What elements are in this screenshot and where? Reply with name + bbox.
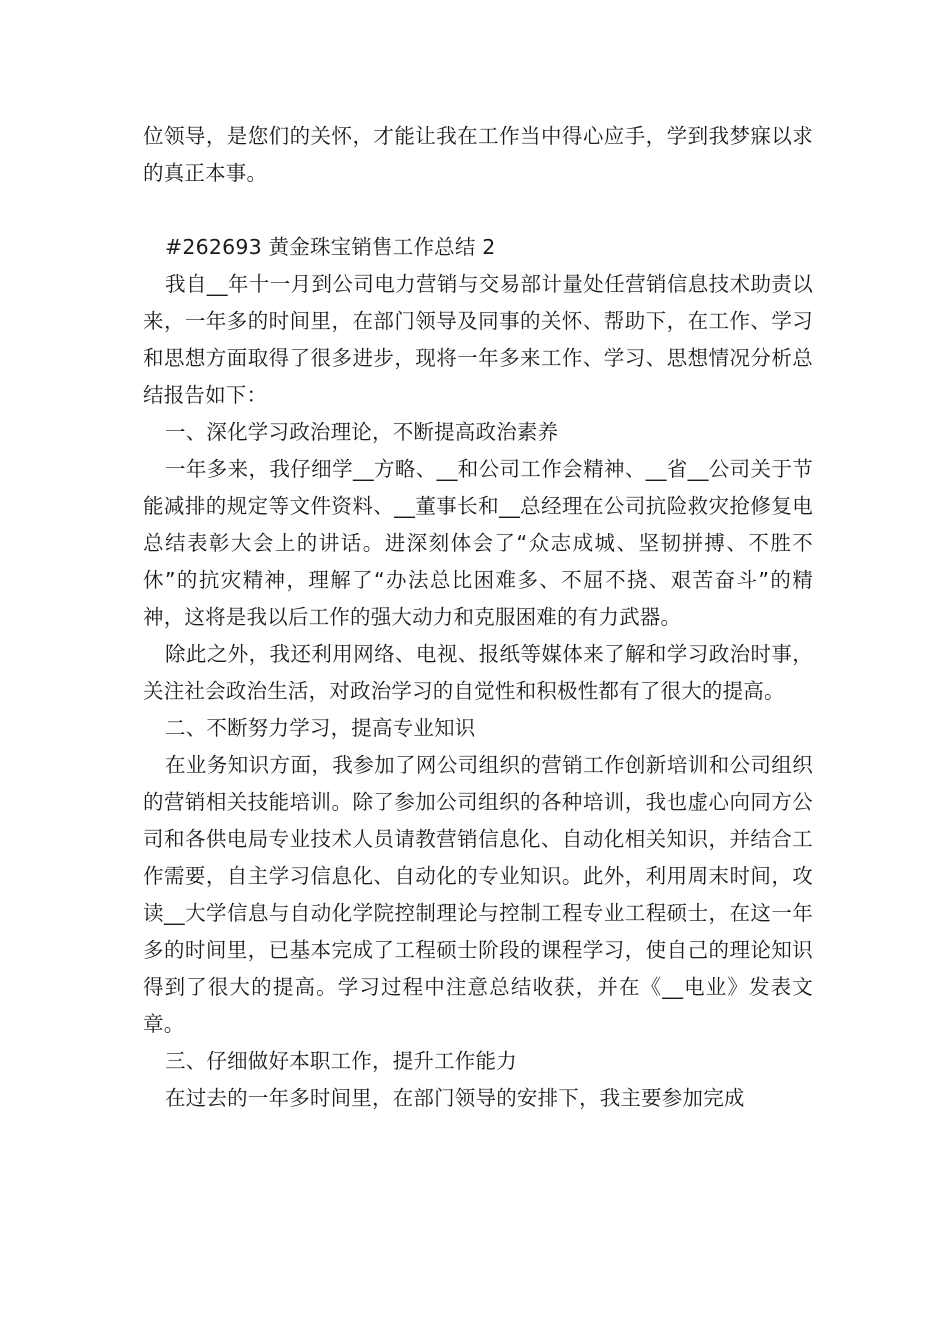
paragraph-professional-study: 在业务知识方面，我参加了网公司组织的营销工作创新培训和公司组织的营销相关技能培训。除了参加公司组织的各种培训，我也虚心向同方公司和各供电局专业技术人员请教营销信息化、自动化相关知识，并结合工作需要，自主学习信息化、自动化的专业知识。此外，利用周末时间，攻读__大学信息与自动化学院控制理论与控制工程专业工程硕士，在这一年多的时间里，已基本完成了工程硕士阶段的课程学习，使自己的理论知识得到了很大的提高。学习过程中注意总结收获，并在《__电业》发表文章。	[143, 753, 813, 1036]
document-body	[143, 118, 813, 1117]
paragraph-political-study: 一年多来，我仔细学__方略、__和公司工作会精神、__省__公司关于节能减排的规定等文件资料、__董事长和__总经理在公司抗险救灾抢修复电总结表彰大会上的讲话。进深刻体会了“众志成城、坚韧拼搏、不胜不休”的抗灾精神，理解了“办法总比困难多、不屈不挠、艰苦奋斗”的精神，这将是我以后工作的强大动力和克服困难的有力武器。	[143, 457, 813, 629]
paragraph-intro-summary: 我自__年十一月到公司电力营销与交易部计量处任营销信息技术助责以来，一年多的时间里，在部门领导及同事的关怀、帮助下，在工作、学习和思想方面取得了很多进步，现将一年多来工作、学习、思想情况分析总结报告如下：	[143, 272, 813, 407]
section-heading-1: 一、深化学习政治理论，不断提高政治素养	[165, 420, 559, 444]
document-title: #262693 黄金珠宝销售工作总结 2	[165, 235, 496, 259]
paragraph-media-study: 除此之外，我还利用网络、电视、报纸等媒体来了解和学习政治时事，关注社会政治生活，对政治学习的自觉性和积极性都有了很大的提高。	[143, 642, 813, 703]
section-heading-3: 三、仔细做好本职工作，提升工作能力	[165, 1049, 517, 1073]
intro-paragraph: 位领导，是您们的关怀，才能让我在工作当中得心应手，学到我梦寐以求的真正本事。	[143, 124, 813, 185]
section-heading-2: 二、不断努力学习，提高专业知识	[165, 716, 476, 740]
paragraph-work-duties: 在过去的一年多时间里，在部门领导的安排下，我主要参加完成	[165, 1086, 745, 1110]
